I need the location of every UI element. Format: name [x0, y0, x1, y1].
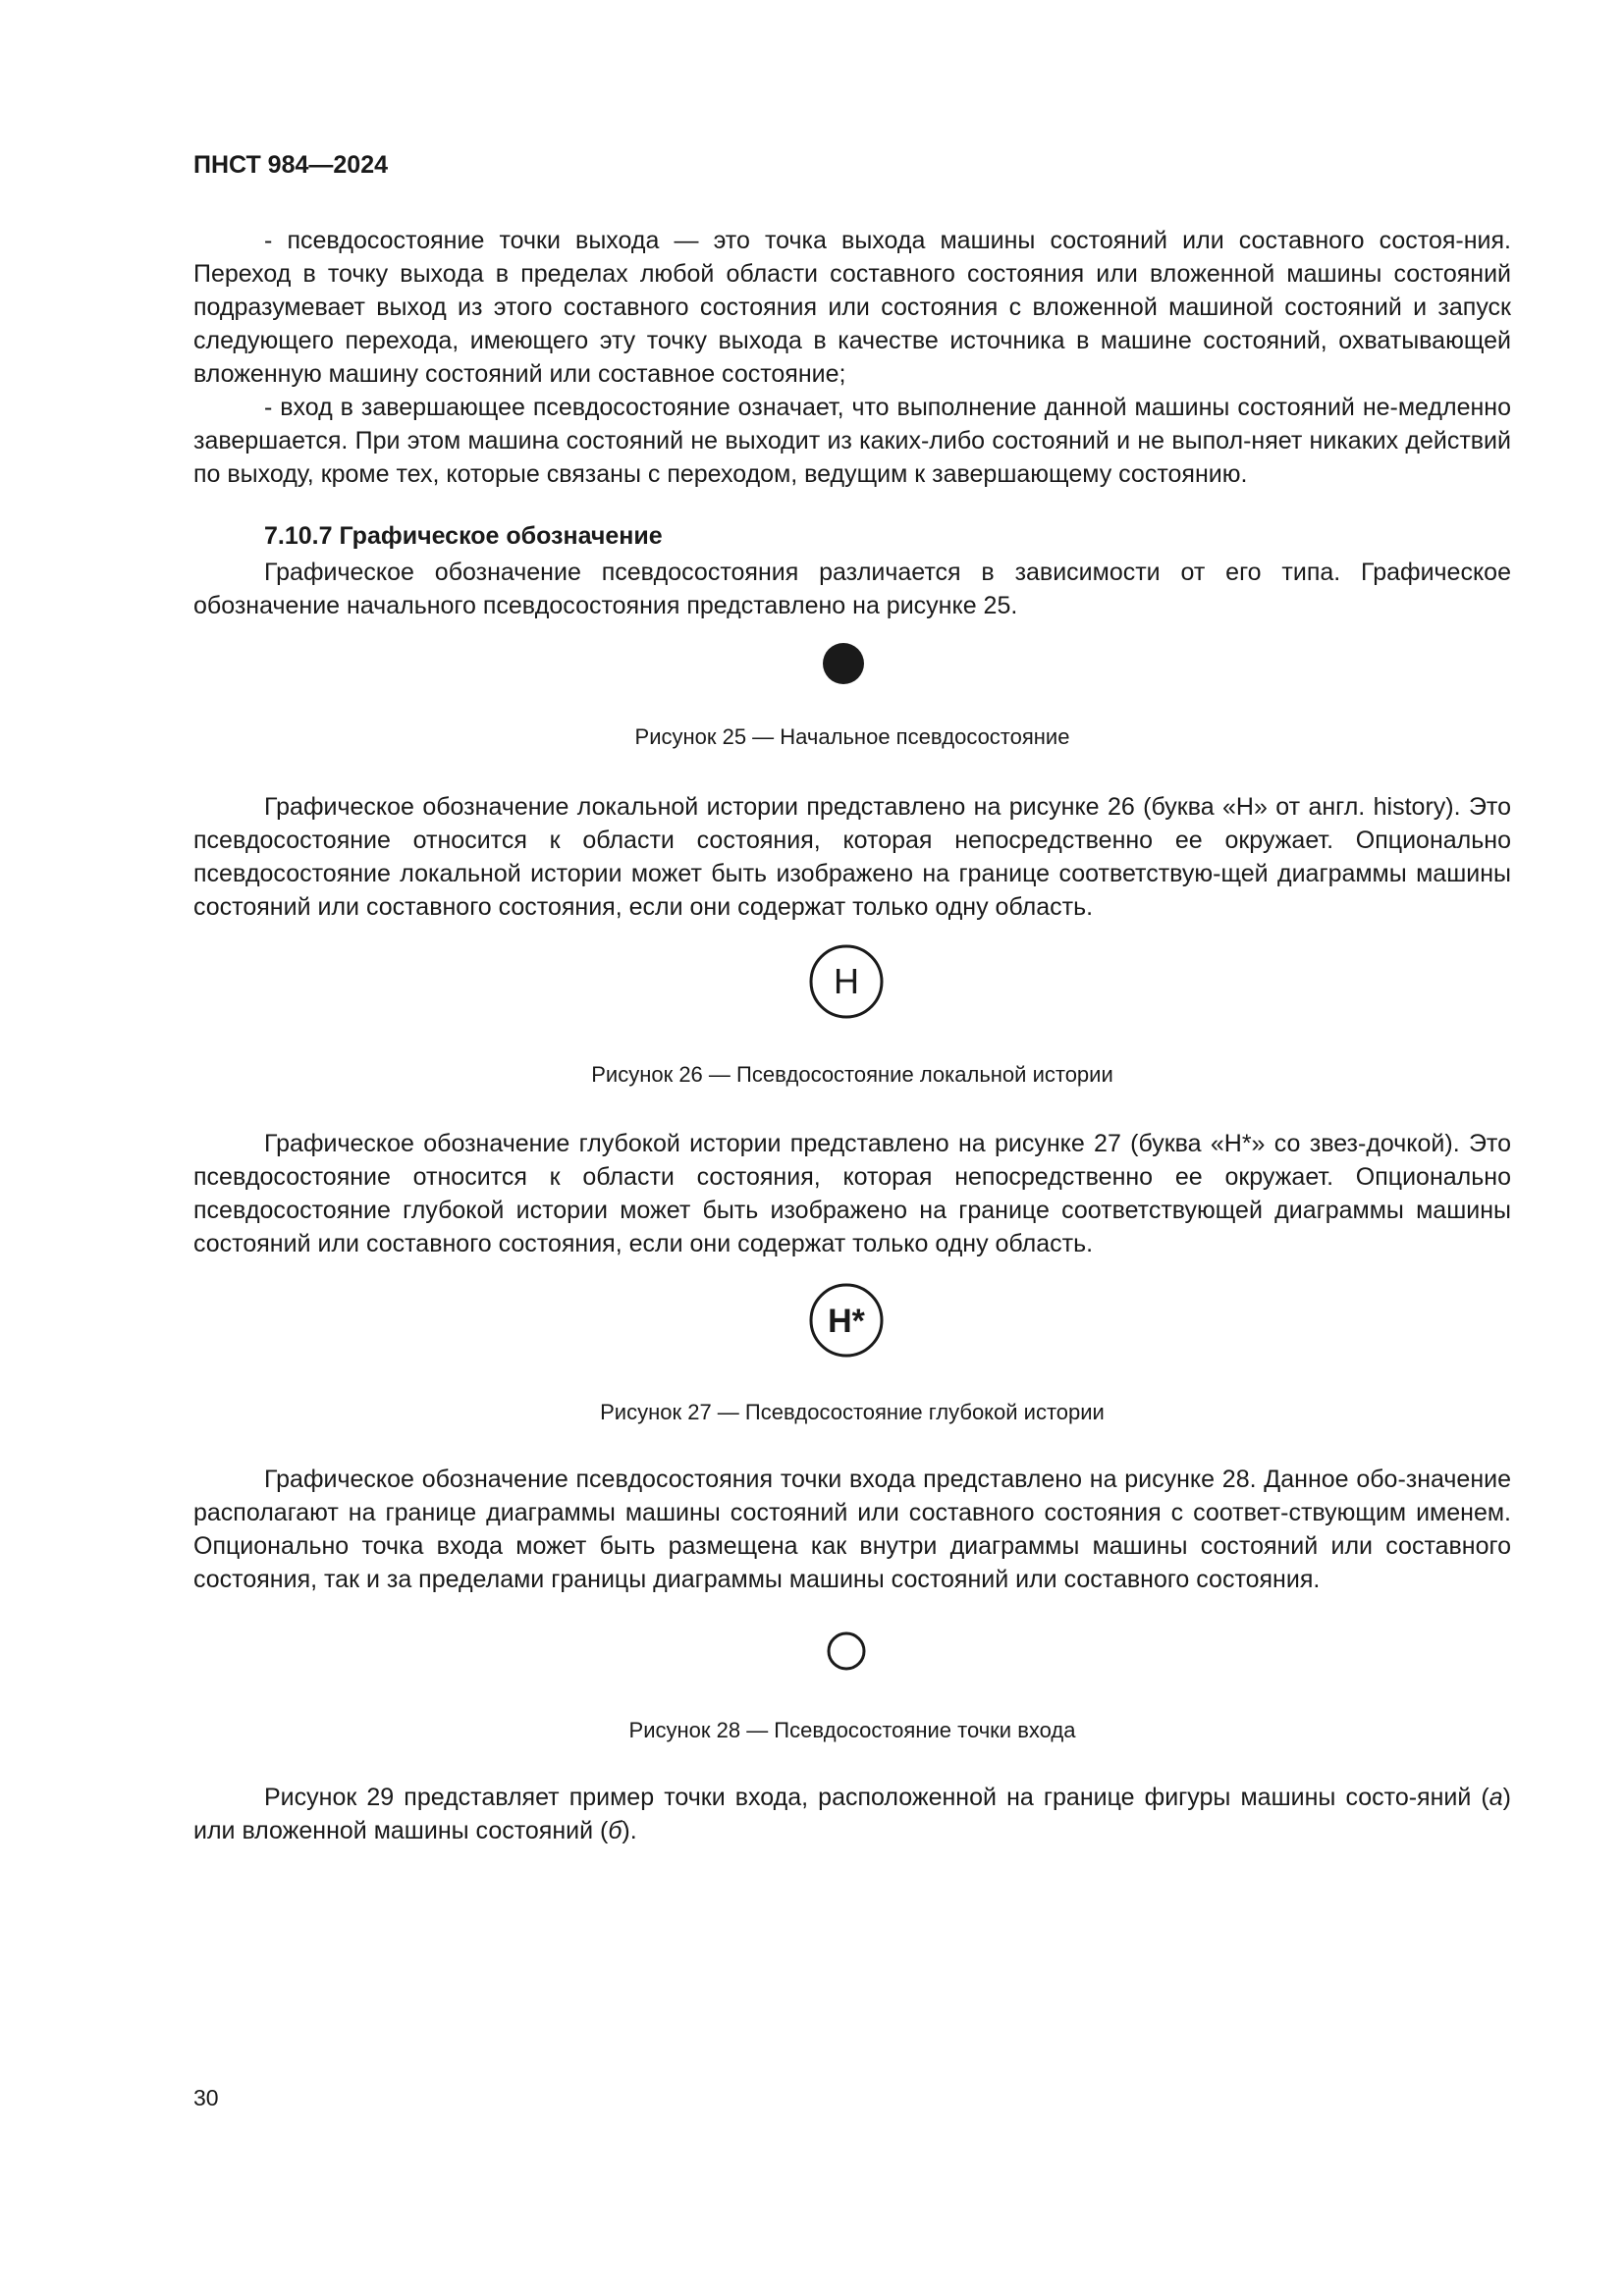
figure-26-caption: Рисунок 26 — Псевдосостояние локальной истории — [591, 1062, 1113, 1087]
paragraph-figure-29-reference — [193, 1781, 1511, 1847]
paragraph-shallow-history: Графическое обозначение локальной истории представлено на рисунке 26 (буква «H» от англ. history). Это псевдосостояние относится к области состояния, которая непосредственно ее окружает. Опционально псевдосостояние локальной истории может быть изображено на границе соответствую-щей диаграммы машины состояний или составного состояния, если они содержат только одну область. — [193, 793, 1511, 921]
paragraph-29-text-middle: ) или вложенной машины состояний ( — [193, 1784, 1511, 1844]
document-header: ПНСТ 984—2024 — [193, 151, 388, 179]
paragraph-final-state: - вход в завершающее псевдосостояние означает, что выполнение данной машины состояний не-медленно завершается. При этом машина состояний не выходит из каких-либо состояний и не выпол-няет никаких действий по выходу, кроме тех, которые связаны с переходом, ведущим к завершающему состоянию. — [193, 394, 1511, 488]
initial-pseudostate-figure — [819, 639, 868, 688]
deep-history-figure — [807, 1281, 886, 1360]
label-b: б — [608, 1817, 623, 1844]
figure-27-caption: Рисунок 27 — Псевдосостояние глубокой истории — [600, 1400, 1105, 1424]
deep-history-symbol: H* — [828, 1303, 865, 1340]
paragraph-29-text-end: ). — [622, 1817, 637, 1844]
paragraph-deep-history: Графическое обозначение глубокой истории представлено на рисунке 27 (буква «H*» со звез-дочкой). Это псевдосостояние относится к области состояния, которая непосредственно ее окружает. Опционально псевдосостояние глубокой истории может быть изображено на границе соответствующей диаграммы машины состояний или составного состояния, если они содержат только одну область. — [193, 1130, 1511, 1257]
entry-point-figure — [825, 1629, 868, 1673]
initial-pseudostate-dot — [823, 643, 864, 684]
paragraph-exit-point: - псевдосостояние точки выхода — это точка выхода машины состояний или составного состоя-ния. Переход в точку выхода в пределах любой области составного состояния или вложенной машины состояний подразумевает выход из этого составного состояния или состояния с вложенной машиной состояний и запуск следующего перехода, имеющего эту точку выхода в качестве источника в машине состояний, охватывающей вложенную машину состояний или составное состояние; — [193, 227, 1511, 388]
paragraph-29-text-start: Рисунок 29 представляет пример точки входа, расположенной на границе фигуры машины состо-яний ( — [264, 1784, 1489, 1811]
page-number: 30 — [193, 2085, 219, 2110]
paragraph-entry-point: Графическое обозначение псевдосостояния точки входа представлено на рисунке 28. Данное обо-значение располагают на границе диаграммы машины состояний или составного состояния с соответ-ствующим именем. Опционально точка входа может быть размещена как внутри диаграммы машины состояний или составного состояния, так и за пределами границы диаграммы машины состояний или составного состояния. — [193, 1466, 1511, 1593]
figure-28-caption: Рисунок 28 — Псевдосостояние точки входа — [628, 1718, 1076, 1742]
figure-25-caption: Рисунок 25 — Начальное псевдосостояние — [634, 724, 1070, 749]
entry-point-circle — [829, 1633, 864, 1669]
shallow-history-figure — [807, 942, 886, 1021]
label-a: а — [1489, 1784, 1503, 1811]
section-heading-7-10-7: 7.10.7 Графическое обозначение — [264, 522, 663, 550]
shallow-history-symbol: H — [834, 961, 859, 1001]
paragraph-graphic-notation-intro: Графическое обозначение псевдосостояния различается в зависимости от его типа. Графическое обозначение начального псевдосостояния представлено на рисунке 25. — [193, 559, 1511, 619]
